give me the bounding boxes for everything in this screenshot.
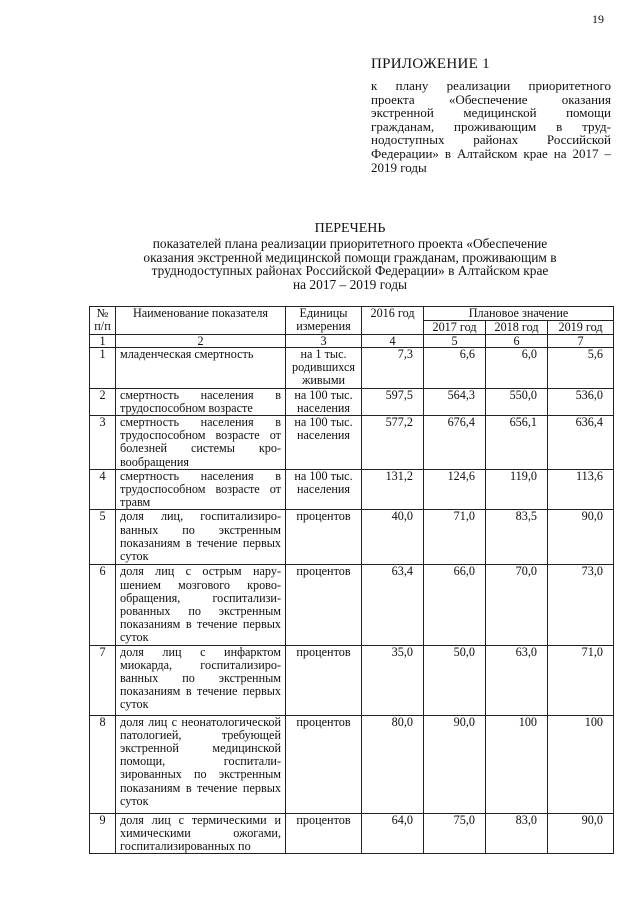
row-num: 8: [90, 715, 116, 813]
appendix-block: [371, 56, 611, 174]
index-row: [90, 335, 614, 348]
row-value-2019: 5,6: [548, 348, 614, 389]
row-num: 5: [90, 510, 116, 565]
row-value-2016: 35,0: [362, 645, 424, 715]
row-value-2019: 73,0: [548, 565, 614, 645]
row-value-2016: 577,2: [362, 416, 424, 470]
row-value-2016: 40,0: [362, 510, 424, 565]
row-num: 6: [90, 565, 116, 645]
page-number: 19: [592, 12, 604, 26]
row-value-2017: 6,6: [424, 348, 486, 389]
row-num: 1: [90, 348, 116, 389]
row-value-2019: 90,0: [548, 510, 614, 565]
row-indicator-name: доля лиц, госпитализированных по экстренным показаниям в течение первых суток: [116, 510, 286, 565]
index-cell: 3: [286, 335, 362, 348]
row-num: 4: [90, 469, 116, 510]
row-units: процентов: [286, 645, 362, 715]
index-cell: 7: [548, 335, 614, 348]
row-value-2018: 656,1: [486, 416, 548, 470]
row-value-2016: 63,4: [362, 565, 424, 645]
row-units: на 100 тыс. населения: [286, 388, 362, 415]
row-value-2019: 90,0: [548, 813, 614, 854]
document-heading: [95, 222, 605, 292]
header-2017: 2017 год: [424, 321, 486, 335]
row-units: процентов: [286, 715, 362, 813]
index-cell: 2: [116, 335, 286, 348]
header-name: Наименование показателя: [116, 307, 286, 335]
row-value-2018: 100: [486, 715, 548, 813]
row-indicator-name: доля лиц с термическими и химическими ожогами, госпитализированных по: [116, 813, 286, 854]
row-value-2018: 83,0: [486, 813, 548, 854]
header-2019: 2019 год: [548, 321, 614, 335]
row-value-2018: 550,0: [486, 388, 548, 415]
heading-name: ПЕРЕЧЕНЬ: [314, 221, 386, 236]
index-cell: 4: [362, 335, 424, 348]
table-row: [90, 416, 614, 470]
row-value-2017: 50,0: [424, 645, 486, 715]
index-cell: 1: [90, 335, 116, 348]
row-units: на 1 тыс. родившихся живыми: [286, 348, 362, 389]
row-value-2017: 90,0: [424, 715, 486, 813]
row-value-2017: 564,3: [424, 388, 486, 415]
row-num: 7: [90, 645, 116, 715]
row-value-2019: 71,0: [548, 645, 614, 715]
header-units: Единицы измерения: [286, 307, 362, 335]
row-value-2018: 70,0: [486, 565, 548, 645]
table-row: [90, 388, 614, 415]
table-row: [90, 348, 614, 389]
row-indicator-name: смертность населения в трудоспособном возрасте от болезней системы кровообращения: [116, 416, 286, 470]
row-value-2016: 64,0: [362, 813, 424, 854]
appendix-text: к плану реализации приоритетного проекта «Обеспечение оказания экстренной медицинской помощи гражданам, проживающим в труднодоступных районах Российской Федерации» в Алтайском крае на 2017 – 2019 годы: [371, 78, 611, 175]
row-value-2016: 7,3: [362, 348, 424, 389]
row-value-2019: 636,4: [548, 416, 614, 470]
table-row: [90, 565, 614, 645]
row-units: на 100 тыс. населения: [286, 469, 362, 510]
indicators-table: [89, 306, 614, 854]
heading-line-2: оказания экстренной медицинской помощи гражданам, проживающим в: [143, 249, 557, 265]
row-value-2017: 66,0: [424, 565, 486, 645]
row-value-2017: 75,0: [424, 813, 486, 854]
index-cell: 6: [486, 335, 548, 348]
table-row: [90, 469, 614, 510]
row-value-2019: 113,6: [548, 469, 614, 510]
table-row: [90, 510, 614, 565]
row-value-2016: 131,2: [362, 469, 424, 510]
row-value-2018: 83,5: [486, 510, 548, 565]
row-indicator-name: доля лиц с инфарктом миокарда, госпитализированных по экстренным показаниям в течение первых суток: [116, 645, 286, 715]
row-value-2017: 124,6: [424, 469, 486, 510]
row-units: процентов: [286, 510, 362, 565]
row-indicator-name: доля лиц с острым нарушением мозгового кровообращения, госпитализированных по экстренным показаниям в течение первых суток: [116, 565, 286, 645]
row-units: процентов: [286, 813, 362, 854]
row-num: 2: [90, 388, 116, 415]
heading-line-3: труднодоступных районах Российской Федерации» в Алтайском крае: [151, 263, 549, 279]
row-indicator-name: младенческая смертность: [116, 348, 286, 389]
row-value-2016: 80,0: [362, 715, 424, 813]
row-value-2017: 71,0: [424, 510, 486, 565]
header-2016: 2016 год: [362, 307, 424, 335]
row-value-2018: 119,0: [486, 469, 548, 510]
row-indicator-name: смертность населения в трудоспособном возрасте: [116, 388, 286, 415]
header-planned: Плановое значение: [424, 307, 614, 321]
table-row: [90, 715, 614, 813]
row-indicator-name: доля лиц с неонатологической патологией, требующей экстренной медицинской помощи, госпитализированных по экстренным показаниям в течение первых суток: [116, 715, 286, 813]
table-row: [90, 813, 614, 854]
row-value-2019: 100: [548, 715, 614, 813]
appendix-title: ПРИЛОЖЕНИЕ 1: [371, 56, 490, 72]
row-num: 9: [90, 813, 116, 854]
row-value-2018: 63,0: [486, 645, 548, 715]
row-units: на 100 тыс. населения: [286, 416, 362, 470]
row-num: 3: [90, 416, 116, 470]
heading-line-4: на 2017 – 2019 годы: [292, 277, 408, 293]
heading-line-1: показателей плана реализации приоритетного проекта «Обеспечение: [152, 235, 548, 251]
table-row: [90, 645, 614, 715]
row-indicator-name: смертность населения в трудоспособном возрасте от травм: [116, 469, 286, 510]
index-cell: 5: [424, 335, 486, 348]
header-num: № п/п: [90, 307, 116, 335]
row-value-2016: 597,5: [362, 388, 424, 415]
row-value-2019: 536,0: [548, 388, 614, 415]
row-value-2017: 676,4: [424, 416, 486, 470]
row-value-2018: 6,0: [486, 348, 548, 389]
header-2018: 2018 год: [486, 321, 548, 335]
row-units: процентов: [286, 565, 362, 645]
